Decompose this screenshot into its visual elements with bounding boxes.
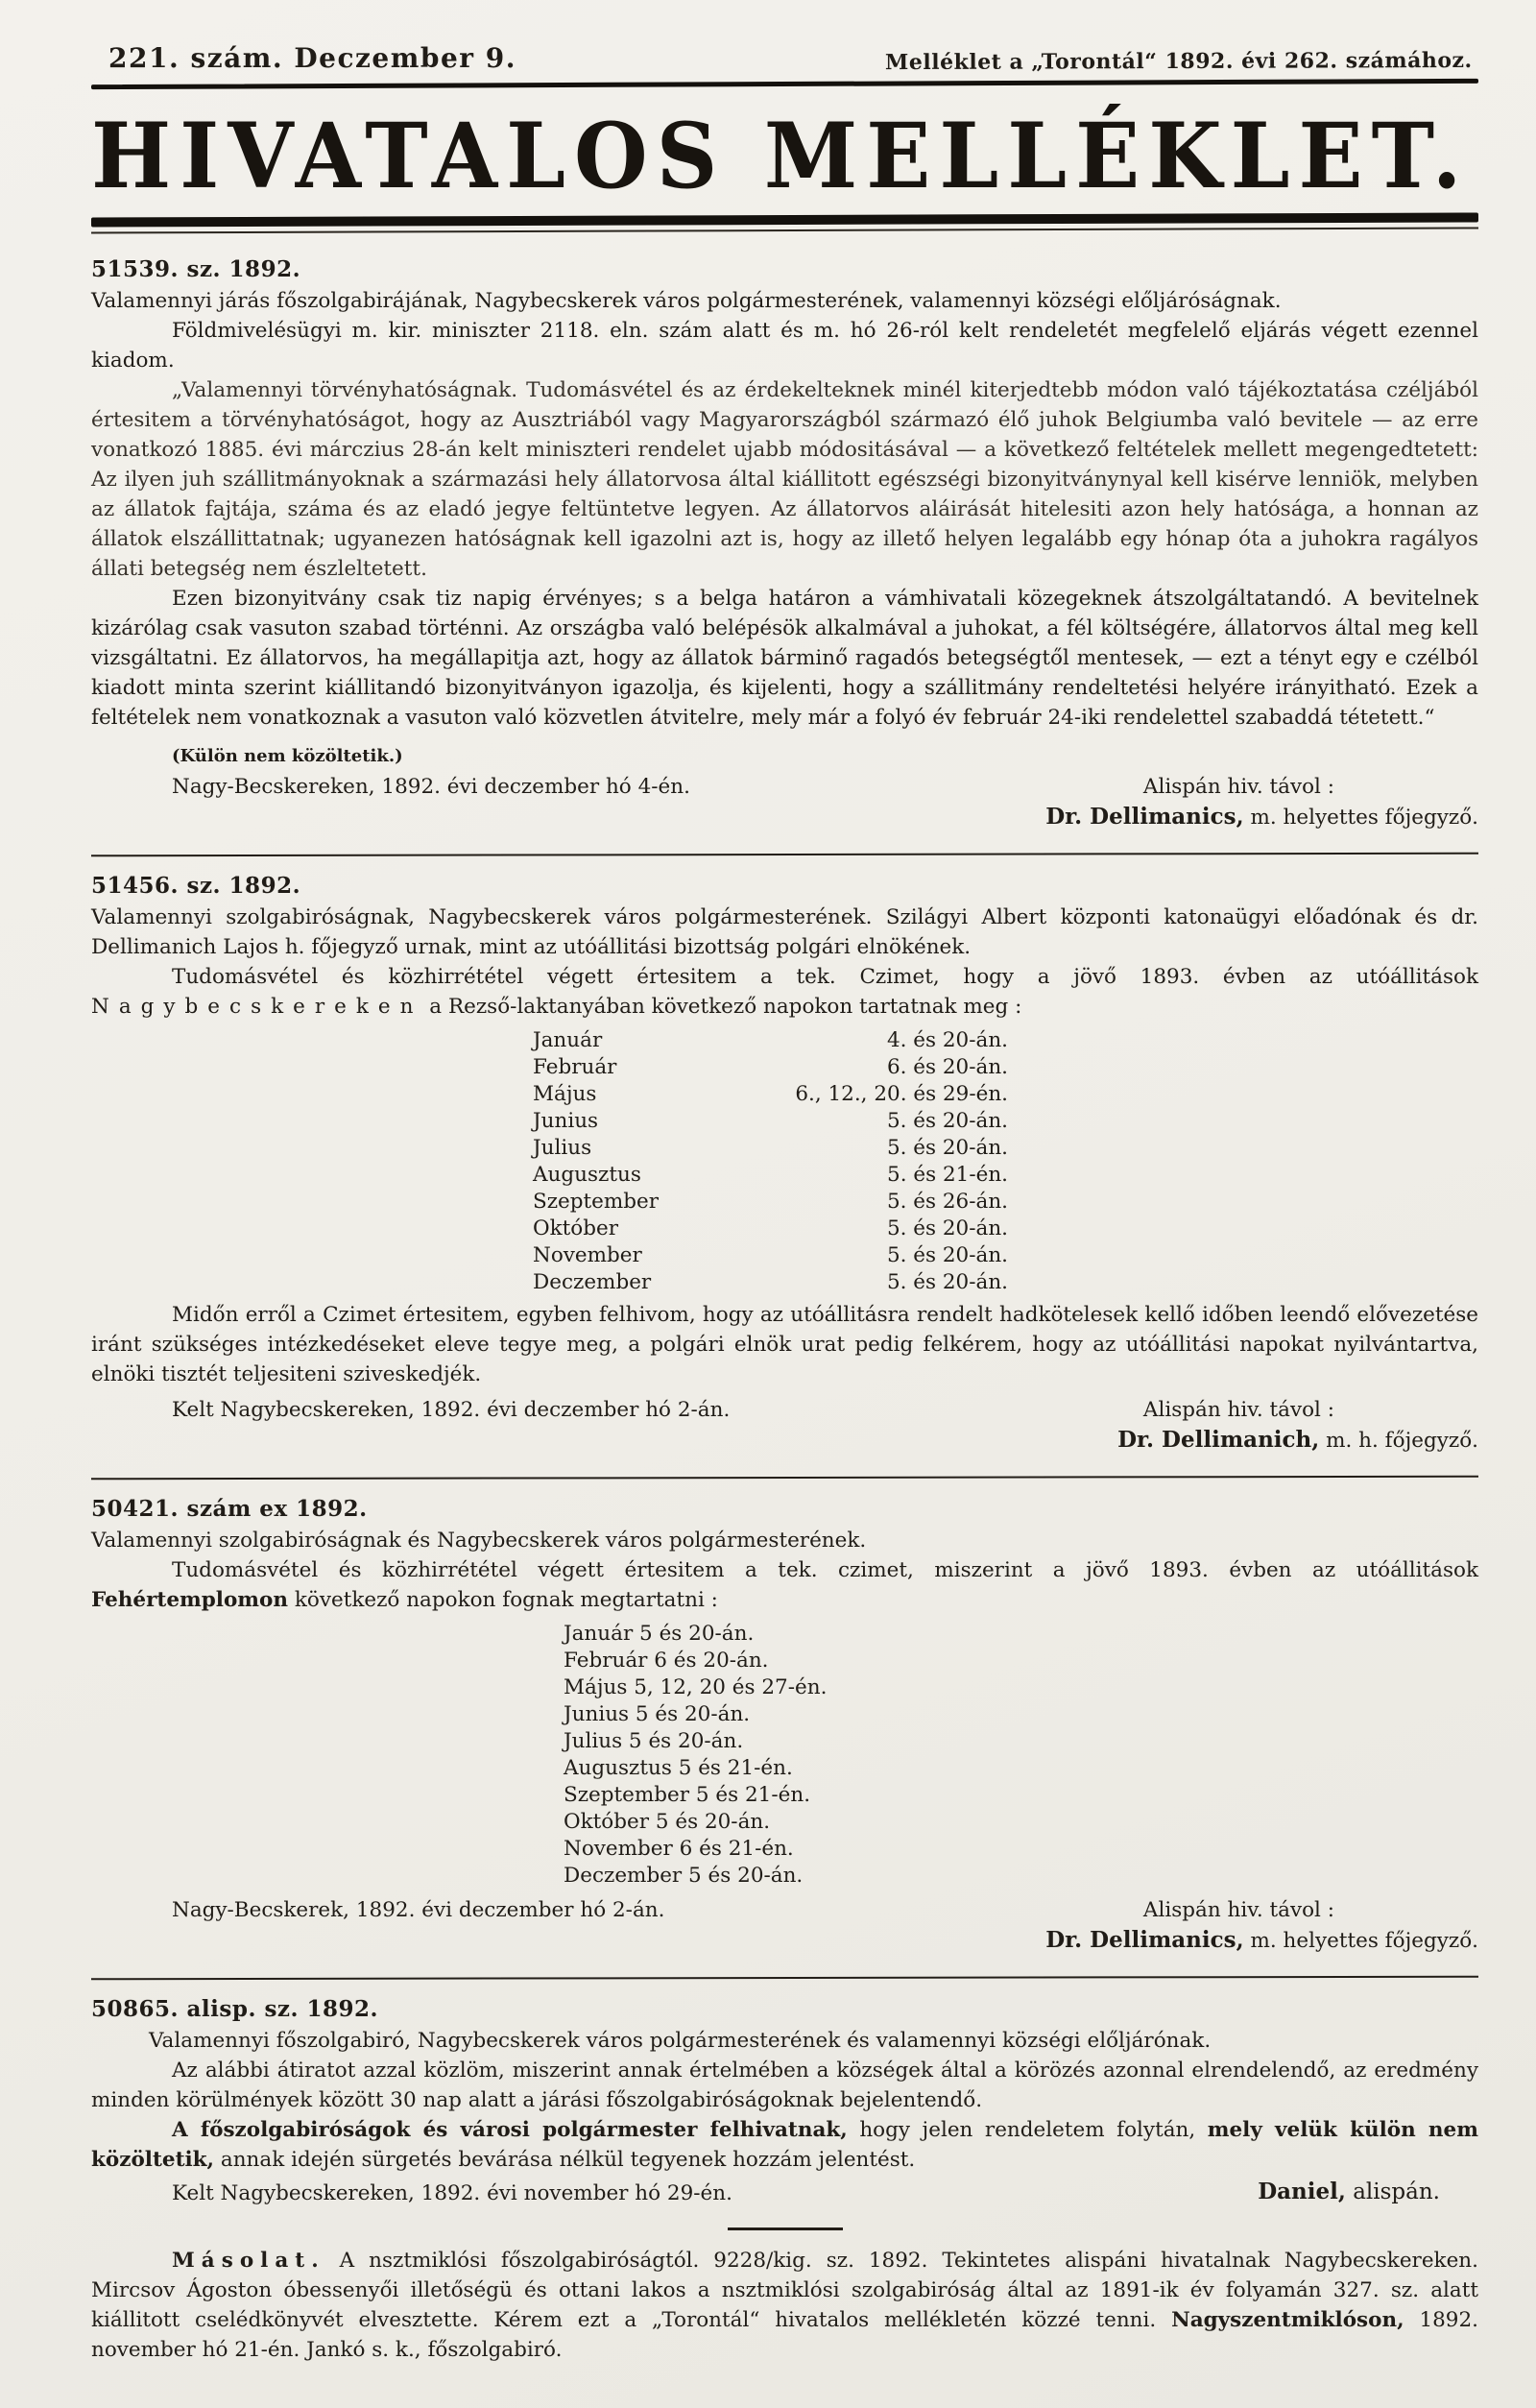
schedule-row: Január 4. és 20-án. <box>533 1028 1008 1052</box>
muster-schedule-nagybecskerek <box>533 1027 1478 1296</box>
section-divider <box>91 1976 1478 1981</box>
header-rule <box>91 79 1478 89</box>
schedule-row: Február 6 és 20-án. <box>564 1649 769 1673</box>
schedule-row: Október 5. és 20-án. <box>533 1216 1008 1240</box>
address-line: Valamennyi járás főszolgabirájának, Nagybecskerek város polgármesterének, valamennyi községi előljáróságnak. <box>91 289 1282 313</box>
paragraph: Az alábbi átiratot azzal közlöm, miszerint annak értelmében a községek által a körözés azonnal elrendelendő, az eredmény minden körülmények között 30 nap alatt a járási főszolgabiróságoknak bejelentendő. <box>91 2059 1478 2112</box>
signature-role: Alispán hiv. távol : <box>1142 1398 1334 1422</box>
schedule-row: Szeptember 5 és 21-én. <box>564 1783 811 1807</box>
page-header <box>91 42 1478 74</box>
schedule-row: November 6 és 21-én. <box>564 1837 794 1861</box>
signature-block <box>1045 1895 1478 1956</box>
address-line: Valamennyi szolgabiróságnak, Nagybecskerek város polgármesterének. Szilágyi Albert központi katonaügyi előadónak és dr. Dellimanich Lajos h. főjegyző urnak, mint az utóállitási bizottság polgári elnökének. <box>91 905 1478 959</box>
schedule-row: Január 5 és 20-án. <box>564 1622 755 1646</box>
schedule-row: Február 6. és 20-án. <box>533 1055 1008 1079</box>
address-line: Valamennyi főszolgabiró, Nagybecskerek város polgármesterének és valamennyi községi előljárónak. <box>149 2029 1212 2053</box>
schedule-row: Május 5, 12, 20 és 27-én. <box>564 1675 828 1699</box>
not-published-note: (Külön nem közöltetik.) <box>172 746 403 766</box>
paragraph: A főszolgabiróságok és városi polgármester felhivatnak, hogy jelen rendeletem folytán, mely velük külön nem közöltetik, annak idején sürgetés bevárása nélkül tegyenek hozzám jelentést. <box>91 2118 1478 2172</box>
schedule-row: Augusztus 5 és 21-én. <box>564 1756 793 1780</box>
section-number: 50865. alisp. sz. 1892. <box>91 1996 378 2022</box>
date-signature-row <box>91 2179 1478 2208</box>
section-divider <box>91 853 1478 857</box>
page-title: HIVATALOS MELLÉKLET. <box>91 102 1471 209</box>
issue-number: 221. szám. Deczember 9. <box>108 42 516 74</box>
section-51456 <box>91 873 1478 1456</box>
section-number: 51539. sz. 1892. <box>91 256 301 282</box>
paragraph: Midőn erről a Czimet értesitem, egyben felhivom, hogy az utóállitásra rendelt hadkötelesek kellő időben leendő elővezetése iránt szükséges intézkedéseket eleve tegye meg, a polgári elnök urat pedig felkérem, hogy az utóállitási napokat nyilvántartva, elnöki tisztét teljesiteni sziveskedjék. <box>91 1303 1478 1386</box>
masthead-rule <box>91 212 1478 233</box>
paragraph: Földmivelésügyi m. kir. miniszter 2118. eln. szám alatt és m. hó 26-ról kelt rendeletét megfelelő eljárás végett ezennel kiadom. <box>91 319 1478 373</box>
dateline: Nagy-Becskerek, 1892. évi deczember hó 2-án. <box>172 1898 665 1922</box>
schedule-row: November 5. és 20-án. <box>533 1243 1008 1267</box>
section-50421 <box>91 1496 1478 1956</box>
dateline: Nagy-Becskereken, 1892. évi deczember hó 4-én. <box>172 775 690 799</box>
date-signature-row <box>91 772 1478 832</box>
place-name-bold: Fehértemplomon <box>91 1588 289 1612</box>
signature-name: Daniel, alispán. <box>1258 2179 1440 2204</box>
paragraph: Tudomásvétel és közhirrététel végett értesitem a tek. czimet, miszerint a jövő 1893. évben az utóállitások Fehértemplomon következő napokon fognak megtartatni : <box>91 1558 1478 1612</box>
paragraph: Tudomásvétel és közhirrététel végett értesitem a tek. Czimet, hogy a jövő 1893. évben az utóállitások Nagybecskereken a Rezső-laktanyában következő napokon tartatnak meg : <box>91 965 1478 1019</box>
schedule-row: Október 5 és 20-án. <box>564 1810 771 1834</box>
signature-role: Alispán hiv. távol : <box>1142 775 1334 799</box>
section-number: 50421. szám ex 1892. <box>91 1496 368 1522</box>
section-number: 51456. sz. 1892. <box>91 873 301 899</box>
paragraph: „Valamennyi törvényhatóságnak. Tudomásvétel és az érdekelteknek minél kiterjedtebb módon való tájékoztatása czéljából értesitem a törvényhatóságot, hogy az Ausztriából vagy Magyarországból származó élő juhok Belgiumba való bevitele — az erre vonatkozó 1885. évi márczius 28-án kelt miniszteri rendelet ujabb módositásával — a következő feltételek mellett megengedtetett: Az ilyen juh szállitmányoknak a származási hely állatorvosa által kiállitott egészségi bizonyitványnyal kell kisérve lenniök, melyben az állatok fajtája, száma és az eladó jegye feltüntetve legyen. Az állatorvos aláirását hitelesiti azon hely hatósága, a honnan az állatok elszállittatnak; ugyanezen hatóságnak kell igazolni azt is, hogy az illető helyen legalább egy hónap óta a juhokra ragályos állati betegség nem észleltetett. <box>91 378 1478 581</box>
signature-name: Dr. Dellimanics, m. helyettes főjegyző. <box>1045 1927 1478 1953</box>
schedule-row: Junius 5. és 20-án. <box>533 1109 1008 1133</box>
signature-block <box>1045 772 1478 832</box>
signature-role: Alispán hiv. távol : <box>1142 1898 1334 1922</box>
schedule-row: Julius 5. és 20-án. <box>533 1136 1008 1160</box>
signature-block <box>1117 1395 1478 1456</box>
signature-name: Dr. Dellimanics, m. helyettes főjegyző. <box>1045 804 1478 830</box>
schedule-row: Junius 5 és 20-án. <box>564 1702 751 1726</box>
date-signature-row <box>91 1395 1478 1456</box>
copy-divider <box>728 2227 843 2230</box>
paragraph: Ezen bizonyitvány csak tiz napig érvényes; s a belga határon a vámhivatali közegeknek átszolgáltatandó. A bevitelnek kizárólag csak vasuton szabad történni. Az országba való belépésök alkalmával a juhokat, a fél költségére, állatorvos által meg kell vizsgáltatni. Ez állatorvos, ha megállapitja azt, hogy az állatok bárminő ragadós betegségtől mentesek, — ezt a tényt egy e czélból kiadott minta szerint kiállitandó bizonyitványon igazolja, és kijelenti, hogy a szállitmány rendeltetési helyére irányitható. Ezek a feltételek nem vonatkoznak a vasuton való közvetlen átvitelre, mely már a folyó év február 24-iki rendelettel szabaddá tétetett.“ <box>91 587 1478 730</box>
copy-label: Másolat. <box>172 2249 325 2273</box>
schedule-row: Augusztus 5. és 21-én. <box>533 1163 1008 1187</box>
section-50865 <box>91 1996 1478 2365</box>
signature-name: Dr. Dellimanich, m. h. főjegyző. <box>1117 1427 1478 1453</box>
schedule-row: Május 6., 12., 20. és 29-én. <box>533 1082 1008 1106</box>
muster-schedule-fehertemplom <box>564 1621 1478 1890</box>
schedule-row: Deczember 5. és 20-án. <box>533 1270 1008 1294</box>
schedule-row: Julius 5 és 20-án. <box>564 1729 744 1753</box>
schedule-row: Szeptember 5. és 26-án. <box>533 1190 1008 1214</box>
date-signature-row <box>91 1895 1478 1956</box>
copy-paragraph: Másolat. A nsztmiklósi főszolgabiróságtól. 9228/kig. sz. 1892. Tekintetes alispáni hivatalnak Nagybecskereken. Mircsov Ágoston óbessenyői illetőségü és ottani lakos a nsztmiklósi szolgabiróság által az 1891-ik év folyamán 327. sz. alatt kiállitott cselédkönyvét elvesztette. Kérem ezt a „Torontál“ hivatalos mellékletén közzé tenni. Nagyszentmiklóson, 1892. november hó 21-én. Jankó s. k., főszolgabiró. <box>91 2249 1478 2362</box>
section-51539 <box>91 256 1478 832</box>
place-name-spaced: Nagybecskereken <box>91 995 423 1019</box>
supplement-note: Melléklet a „Torontál“ 1892. évi 262. számához. <box>885 47 1474 76</box>
section-divider <box>91 1476 1478 1481</box>
dateline: Kelt Nagybecskereken, 1892. évi november hó 29-én. <box>172 2181 732 2205</box>
place-name-bold: Nagyszentmiklóson, <box>1171 2308 1404 2332</box>
address-line: Valamennyi szolgabiróságnak és Nagybecskerek város polgármesterének. <box>91 1529 867 1553</box>
schedule-row: Deczember 5 és 20-án. <box>564 1864 804 1888</box>
dateline: Kelt Nagybecskereken, 1892. évi deczember hó 2-án. <box>172 1398 731 1422</box>
